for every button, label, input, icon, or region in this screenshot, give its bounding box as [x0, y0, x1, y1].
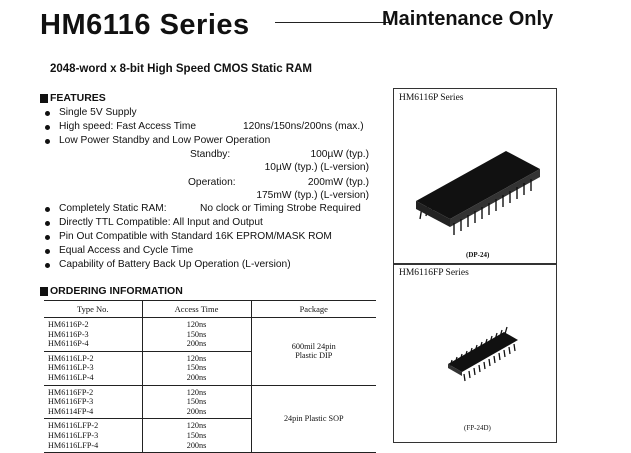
type-no: HM6116P-4	[48, 339, 89, 349]
type-no: HM6116LP-4	[48, 372, 94, 382]
access-time: 200ns	[186, 406, 207, 416]
access-time: 120ns	[186, 421, 207, 431]
access-time-value: 120ns/150ns/200ns (max.)	[243, 121, 364, 132]
package-code: (FP-24D)	[464, 424, 491, 432]
feature-text: Completely Static RAM:	[59, 203, 167, 214]
access-time-cell	[142, 385, 251, 419]
column-header-access-time: Access Time	[142, 301, 251, 318]
access-time-cell	[142, 318, 251, 352]
table-row	[44, 318, 376, 352]
type-cell	[44, 351, 142, 385]
sop-package-icon	[394, 264, 556, 442]
panel-title: HM6116P Series	[399, 93, 464, 103]
package-name: Plastic DIP	[295, 351, 333, 361]
feature-text: Directly TTL Compatible: All Input and Output	[59, 217, 263, 228]
feature-text: Capability of Battery Back Up Operation (L-version)	[59, 259, 291, 270]
type-no: HM6116LP-3	[48, 363, 94, 373]
type-no: HM6116LFP-2	[48, 421, 99, 431]
access-time: 200ns	[186, 440, 207, 450]
package-name: 600mil 24pin	[291, 341, 336, 351]
feature-text: Pin Out Compatible with Standard 16K EPROM/MASK ROM	[59, 231, 332, 242]
static-ram-note: No clock or Timing Strobe Required	[200, 203, 361, 214]
type-no: HM6116LFP-4	[48, 440, 99, 450]
panel-title: HM6116FP Series	[399, 268, 469, 278]
package-cell	[251, 385, 376, 453]
maintenance-status: Maintenance Only	[382, 8, 554, 30]
ordering-heading-text: ORDERING INFORMATION	[50, 285, 183, 297]
access-time: 150ns	[186, 397, 207, 407]
bullet-icon	[45, 111, 50, 116]
title-rule	[275, 22, 392, 23]
bullet-icon	[45, 125, 50, 130]
feature-item	[45, 106, 375, 120]
standby-value: 100µW (typ.)	[310, 149, 369, 160]
access-time-cell	[142, 419, 251, 453]
access-time: 120ns	[186, 387, 207, 397]
feature-text: Equal Access and Cycle Time	[59, 245, 194, 256]
package-cell	[251, 318, 376, 386]
access-time-cell	[142, 351, 251, 385]
feature-item	[45, 244, 375, 258]
bullet-icon	[45, 221, 50, 226]
package-panel-dip	[393, 88, 557, 265]
ordering-table	[44, 300, 376, 453]
package-panel-sop	[393, 263, 557, 443]
features-heading	[40, 92, 106, 104]
standby-label: Standby:	[190, 149, 231, 160]
feature-item	[45, 230, 375, 244]
type-no: HM6116LFP-3	[48, 430, 99, 440]
operation-value-l: 175mW (typ.) (L-version)	[256, 190, 369, 201]
type-cell	[44, 385, 142, 419]
type-no: HM6116LP-2	[48, 353, 94, 363]
access-time: 200ns	[186, 372, 207, 382]
operation-label: Operation:	[188, 177, 236, 188]
standby-value-l: 10µW (typ.) (L-version)	[264, 162, 369, 173]
table-row	[44, 385, 376, 419]
features-heading-text: FEATURES	[50, 92, 106, 104]
feature-item	[45, 216, 375, 230]
type-cell	[44, 318, 142, 352]
feature-text: High speed: Fast Access Time	[59, 121, 197, 132]
bullet-icon	[45, 263, 50, 268]
page-title: HM6116 Series	[40, 9, 250, 41]
type-no: HM6114FP-4	[48, 406, 94, 416]
access-time: 120ns	[186, 320, 207, 329]
bullet-icon	[45, 139, 50, 144]
feature-item	[45, 202, 215, 216]
dip-package-icon	[394, 89, 556, 264]
access-time: 120ns	[186, 353, 207, 363]
type-cell	[44, 419, 142, 453]
access-time: 200ns	[186, 339, 207, 349]
type-no: HM6116FP-2	[48, 387, 94, 397]
operation-value: 200mW (typ.)	[307, 177, 369, 188]
ordering-heading	[40, 285, 183, 297]
bullet-icon	[45, 207, 50, 212]
column-header-type: Type No.	[44, 301, 142, 318]
access-time: 150ns	[186, 430, 207, 440]
type-no: HM6116P-3	[48, 329, 89, 339]
feature-text: Single 5V Supply	[59, 107, 137, 118]
package-code: (DP-24)	[466, 251, 490, 259]
type-no: HM6116FP-3	[48, 397, 94, 407]
heading-square-icon	[40, 287, 48, 296]
feature-item	[45, 258, 375, 272]
access-time: 150ns	[186, 363, 207, 373]
type-no: HM6116P-2	[48, 320, 89, 329]
access-time: 150ns	[186, 329, 207, 339]
product-subtitle: 2048-word x 8-bit High Speed CMOS Static RAM	[50, 63, 312, 75]
feature-text: Low Power Standby and Low Power Operation	[59, 135, 271, 146]
column-header-package: Package	[251, 301, 376, 318]
feature-item	[45, 134, 375, 148]
bullet-icon	[45, 249, 50, 254]
table-header-row	[44, 301, 376, 318]
package-name: 24pin Plastic SOP	[283, 414, 344, 424]
heading-square-icon	[40, 94, 48, 103]
bullet-icon	[45, 235, 50, 240]
